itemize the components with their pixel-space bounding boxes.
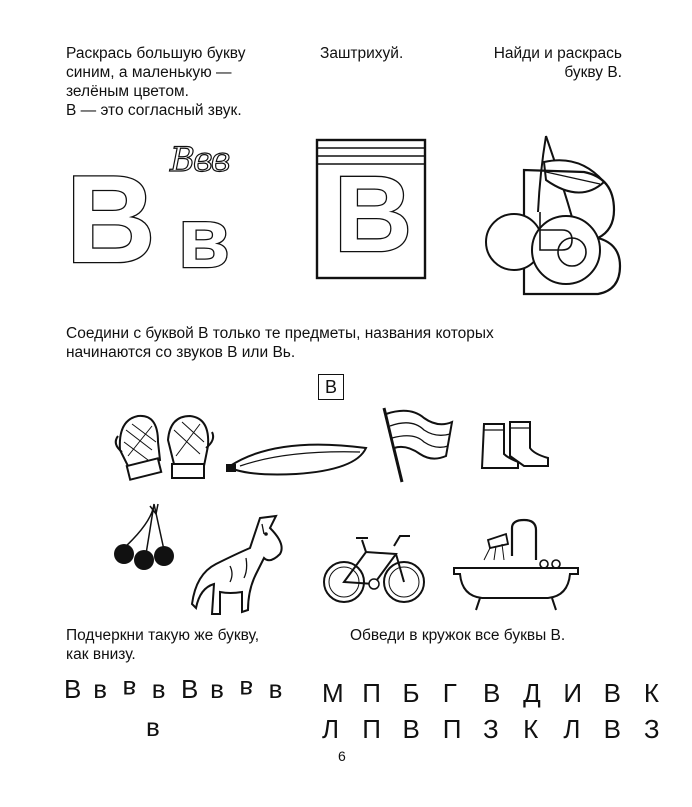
instruction-underline: Подчеркни такую же букву, как внизу. (66, 627, 260, 663)
bathtub-picture[interactable] (452, 516, 580, 612)
underline-letter[interactable]: в (93, 674, 108, 704)
sample-letter: в (146, 712, 160, 742)
bicycle-picture[interactable] (322, 526, 428, 606)
circle-letter-row-2 (322, 714, 677, 745)
circle-letter[interactable]: П (362, 678, 381, 708)
flag-picture[interactable] (380, 404, 456, 484)
underline-letter-row (64, 674, 291, 705)
big-uppercase-letter[interactable]: В (66, 151, 156, 289)
hatch-letter[interactable]: В (334, 153, 412, 274)
mittens-picture[interactable] (112, 410, 220, 482)
circle-letter[interactable]: В (402, 714, 420, 744)
circle-letter[interactable]: Л (322, 714, 340, 744)
cursive-letters: Bвв (170, 140, 229, 180)
instruction-color-letter: Раскрась большую букву синим, а маленькую — зелёным цветом. В — это согласный звук. (66, 45, 246, 119)
underline-letter[interactable]: В (64, 674, 82, 704)
underline-letter[interactable]: в (239, 675, 254, 705)
boots-picture[interactable] (478, 418, 552, 472)
underline-letter[interactable]: в (122, 675, 137, 705)
circle-letter[interactable]: П (442, 714, 462, 744)
underline-letter[interactable]: в (151, 674, 166, 704)
circle-letter[interactable]: И (563, 678, 583, 708)
big-lowercase-letter[interactable]: в (178, 191, 230, 285)
circle-letter[interactable]: З (482, 714, 499, 744)
banana-picture[interactable] (226, 430, 370, 480)
circle-letter-row-1 (322, 678, 677, 709)
target-letter-box[interactable]: В (318, 374, 344, 400)
circle-letter[interactable]: З (643, 714, 660, 744)
hidden-letter-cherries-picture[interactable] (480, 132, 630, 302)
circle-letter[interactable]: К (643, 678, 660, 708)
instruction-find-color: Найди и раскрась букву В. (493, 45, 622, 81)
circle-letter[interactable]: М (322, 678, 344, 708)
circle-letter[interactable]: П (362, 714, 381, 744)
instruction-circle: Обведи в кружок все буквы В. (350, 627, 566, 644)
underline-letter[interactable]: В (180, 674, 199, 704)
underline-letter[interactable]: в (210, 674, 224, 704)
circle-letter[interactable]: В (603, 678, 621, 708)
circle-letter[interactable]: Д (523, 678, 541, 708)
page-number: 6 (338, 748, 346, 764)
circle-letter[interactable]: Л (563, 714, 581, 744)
circle-letter[interactable]: В (603, 714, 621, 744)
wolf-picture[interactable] (190, 514, 290, 618)
circle-letter[interactable]: Г (442, 678, 457, 708)
cherries-picture[interactable] (110, 502, 176, 574)
instruction-connect: Соедини с буквой В только те предметы, названия которых начинаются со звуков В или Вь. (66, 325, 494, 361)
instruction-hatch: Заштрихуй. (320, 45, 404, 62)
circle-letter[interactable]: Б (402, 678, 420, 708)
circle-letter[interactable]: К (523, 714, 539, 744)
underline-letter[interactable]: в (268, 674, 283, 704)
circle-letter[interactable]: В (482, 678, 501, 708)
